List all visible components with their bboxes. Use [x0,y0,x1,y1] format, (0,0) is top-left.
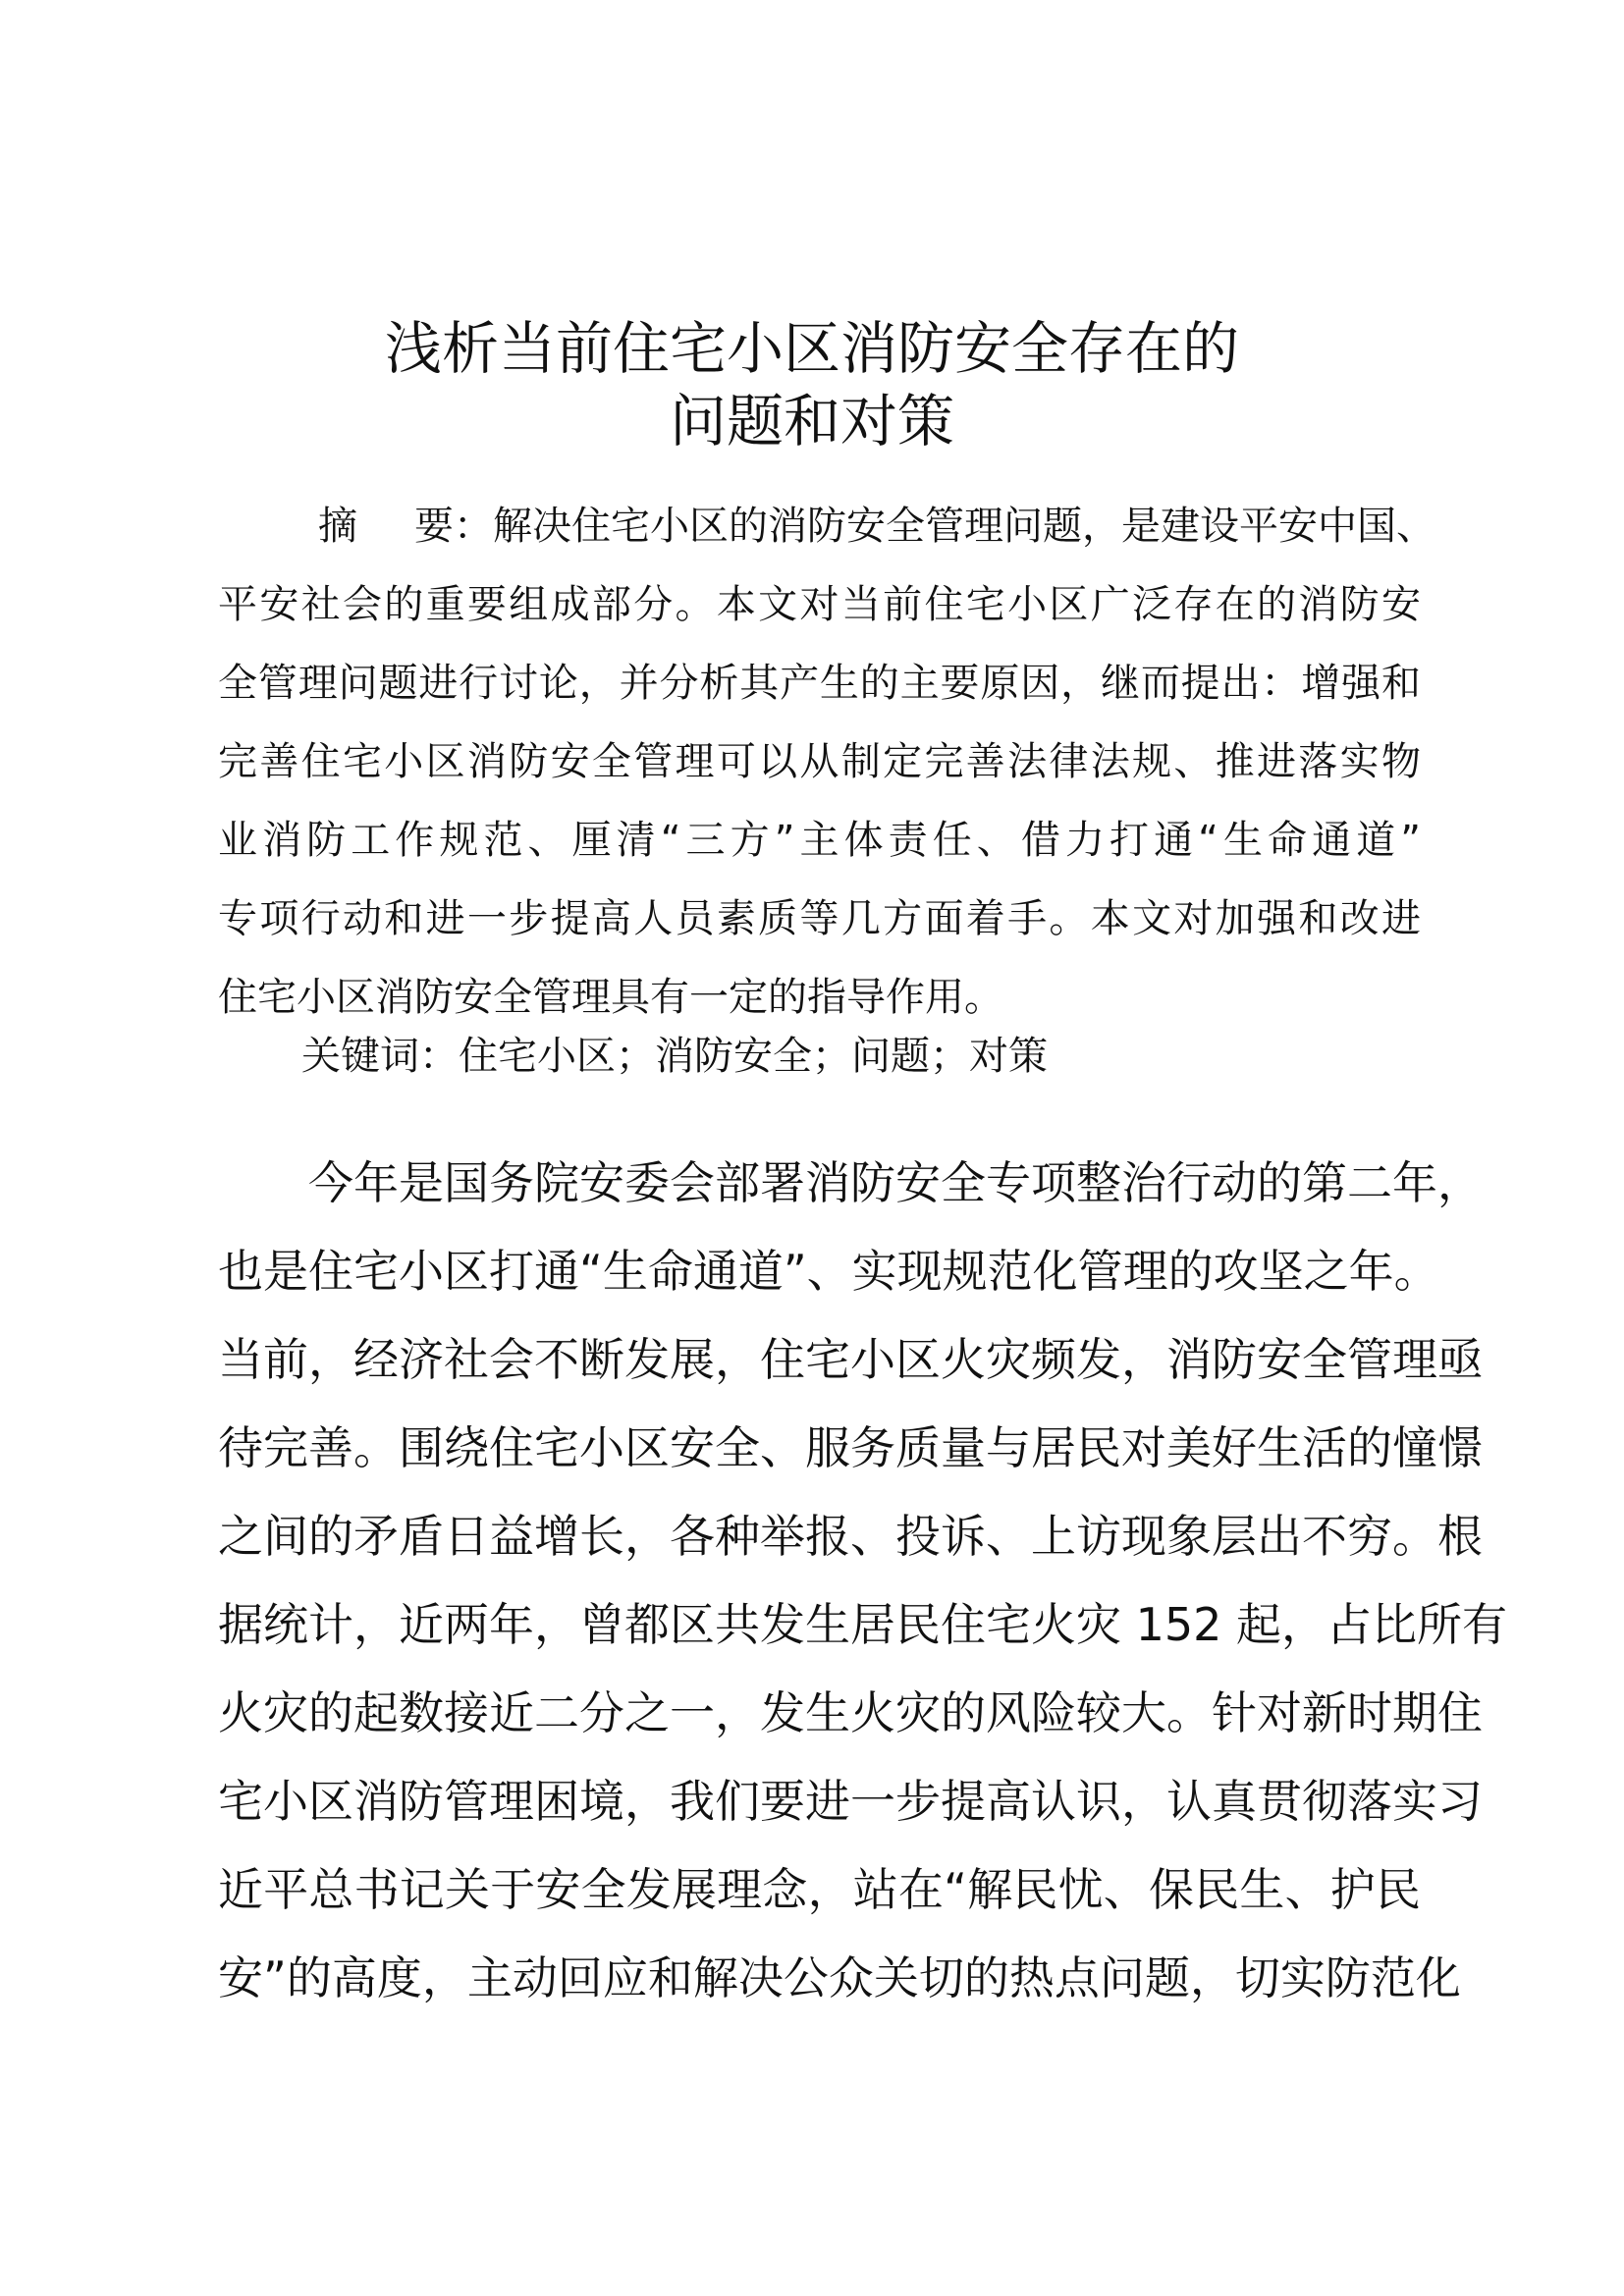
body-line: 火灾的起数接近二分之一，发生火灾的风险较大。针对新时期住 [218,1686,1483,1739]
abstract-label [318,504,493,549]
abstract-label-part1: 摘 [318,504,357,549]
body-line: 安”的高度，主动回应和解决公众关切的热点问题，切实防范化 [218,1951,1461,2004]
body-line: 近平总书记关于安全发展理念，站在“解民忧、保民生、护民 [218,1863,1421,1916]
abstract-text: 解决住宅小区的消防安全管理问题，是建设平安中国、 [493,504,1435,549]
body-line: 之间的矛盾日益增长，各种举报、投诉、上访现象层出不穷。根 [218,1510,1483,1563]
body-line: 宅小区消防管理困境，我们要进一步提高认识，认真贯彻落实习 [218,1775,1483,1828]
abstract-line: 住宅小区消防安全管理具有一定的指导作用。 [218,975,1003,1020]
body-line: 待完善。围绕住宅小区安全、服务质量与居民对美好生活的憧憬 [218,1421,1483,1474]
abstract-line: 完善住宅小区消防安全管理可以从制定完善法律法规、推进落实物 [218,739,1421,784]
body-line: 也是住宅小区打通“生命通道”、实现规范化管理的攻坚之年。 [218,1245,1439,1298]
body-line: 当前，经济社会不断发展，住宅小区火灾频发，消防安全管理亟 [218,1333,1483,1386]
abstract-line [218,487,1435,565]
title-line-2: 问题和对策 [669,388,954,454]
abstract-section [218,487,1435,1037]
document-title [0,312,1624,457]
abstract-label-part2: 要： [414,504,493,549]
body-line: 据统计，近两年，曾都区共发生居民住宅火灾 152 起，占比所有 [218,1598,1508,1651]
abstract-line: 专项行动和进一步提高人员素质等几方面着手。本文对加强和改进 [218,896,1421,941]
body-line: 今年是国务院安委会部署消防安全专项整治行动的第二年， [308,1156,1483,1209]
abstract-line: 业消防工作规范、厘清“三方”主体责任、借力打通“生命通道” [218,818,1421,863]
body-paragraph [218,1139,1508,2022]
abstract-line: 平安社会的重要组成部分。本文对当前住宅小区广泛存在的消防安 [218,582,1421,627]
abstract-line: 全管理问题进行讨论，并分析其产生的主要原因，继而提出：增强和 [218,661,1421,706]
keywords-line: 关键词：住宅小区；消防安全；问题；对策 [301,1034,1048,1079]
title-line-1: 浅析当前住宅小区消防安全存在的 [384,315,1239,382]
